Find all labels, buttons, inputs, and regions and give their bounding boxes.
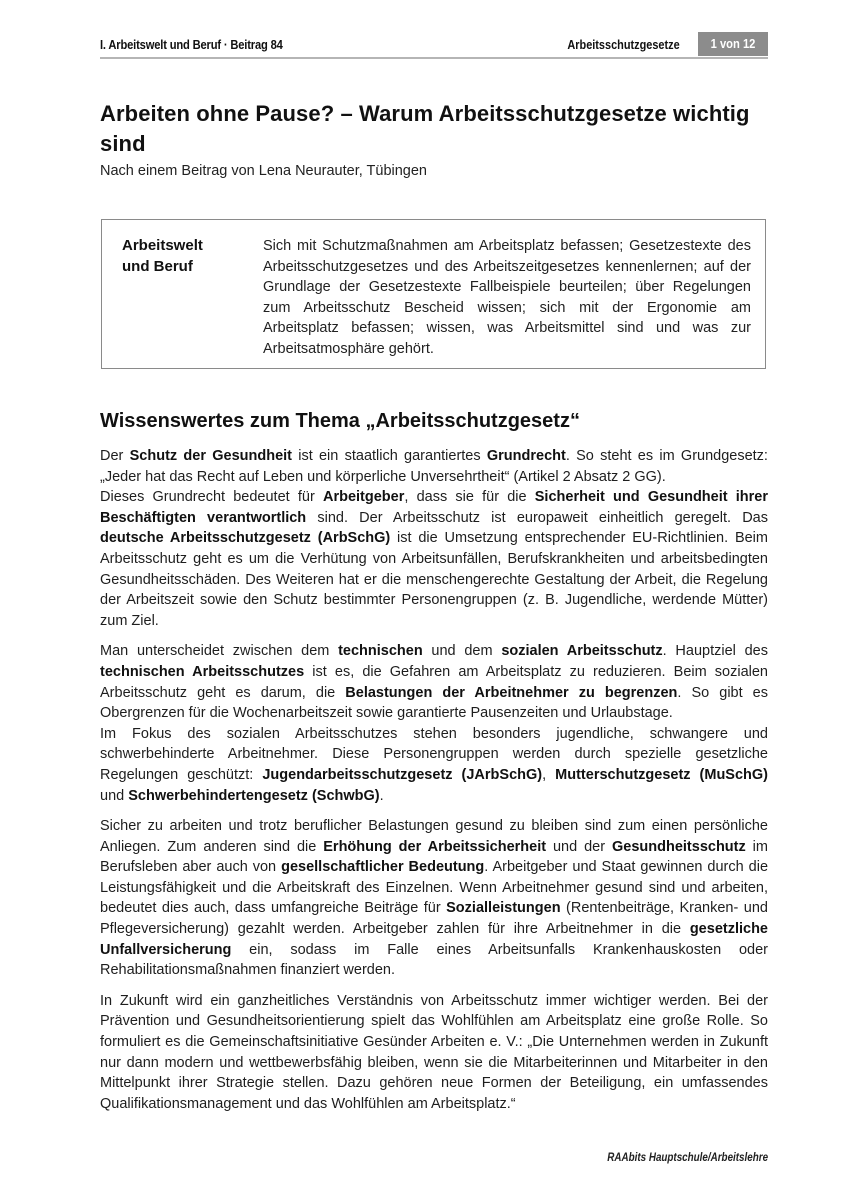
emphasized-term: sozialen Arbeitsschutz (501, 643, 663, 660)
objectives-label-line-1: Arbeitswelt (122, 237, 203, 254)
body-paragraph (100, 816, 768, 981)
body-paragraph (100, 991, 768, 1115)
body-text: sind. Der Arbeitsschutz ist europaweit einheitlich geregelt. Das (306, 509, 768, 526)
body-paragraph (100, 446, 768, 631)
body-text: . So gibt es Obergrenzen für die Wochenarbeitszeit sowie garantierte Pausenzeiten und Urlaubstage. (100, 684, 768, 722)
body-text: Man unterscheidet zwischen dem (100, 643, 339, 660)
article-body (100, 446, 768, 1124)
body-text: und dem (422, 643, 502, 660)
emphasized-term: deutsche Arbeitsschutzgesetz (ArbSchG) (100, 530, 391, 547)
section-heading: Wissenswertes zum Thema „Arbeitsschutzgesetz“ (100, 410, 580, 432)
learning-objectives-box (101, 219, 766, 369)
body-text: und der (546, 838, 612, 855)
emphasized-term: Sicherheit und Gesundheit ihrer Beschäftigten verantwortlich (100, 489, 768, 526)
emphasized-term: Erhöhung der Arbeitssicherheit (323, 838, 547, 855)
emphasized-term: Schwerbehindertengesetz (SchwbG) (128, 787, 380, 804)
objectives-label-line-2: und Beruf (122, 257, 193, 275)
body-text: . So steht es im Grundgesetz: „Jeder hat das Recht auf Leben und körperliche Unversehrtheit“ (Artikel 2 Absatz 2 GG). (100, 448, 768, 485)
document-title: Arbeiten ohne Pause? – Warum Arbeitsschutzgesetze wichtig sind (100, 101, 750, 156)
emphasized-term: Arbeitgeber (322, 489, 405, 506)
page-number-badge (698, 32, 768, 56)
emphasized-term: Belastungen der Arbeitnehmer zu begrenzen (345, 684, 678, 701)
emphasized-term: technischen Arbeitsschutzes (100, 663, 305, 680)
running-header (100, 33, 768, 59)
header-section-label: I. Arbeitswelt und Beruf · Beitrag 84 (100, 37, 283, 52)
body-text: ein, sodass im Falle eines Arbeitsunfalls Krankenhauskosten oder Rehabilitationsmaßnahmen finanziert werden. (100, 941, 768, 979)
emphasized-term: Grundrecht (486, 448, 566, 464)
emphasized-term: Mutterschutzgesetz (MuSchG) (555, 766, 769, 783)
body-text: und (100, 787, 129, 804)
emphasized-term: Gesundheitsschutz (612, 838, 746, 855)
body-text: In Zukunft wird ein ganzheitliches Verständnis von Arbeitsschutz immer wichtiger werden. Bei der Prävention und Gesundheitsorientierung spielt das Wohlfühlen am Arbeitsplatz eine große Rolle. So formuliert es die Gemeinschaftsinitiative Gesünder Arbeiten e. V.: „Die Unternehmen werden in Zukunft nur dann modern und wettbewerbsfähig bleiben, wenn sie die Mitarbeiterinnen und Mitarbeiter in den Mittelpunkt ihrer Strategie stellen. Dazu gehören neue Formen der Beteiligung, ein umfassendes Qualifikationsmanagement und das Wohlfühlen am Arbeitsplatz.“ (100, 992, 768, 1112)
body-text: Dieses Grundrecht bedeutet für (100, 489, 323, 506)
body-paragraph (100, 641, 768, 806)
body-text: ist die Umsetzung entsprechender EU-Richtlinien. Beim Arbeitsschutz geht es um die Verhütung von Arbeitsunfällen, Berufskrankheiten und arbeitsbedingten Gesundheitsschäden. Des Weiteren hat er die menschengerechte Gestaltung der Arbeit, die Regelung der Arbeitszeit sowie den Schutz bestimmter Personengruppen (z. B. Jugendliche, werdende Mütter) zum Ziel. (100, 530, 768, 629)
body-text: . Hauptziel des (662, 643, 768, 660)
emphasized-term: technischen (338, 643, 423, 660)
emphasized-term: Schutz der Gesundheit (129, 448, 292, 464)
emphasized-term: Jugendarbeitsschutzgesetz (JArbSchG) (262, 766, 543, 783)
publisher-footer: RAAbits Hauptschule/Arbeitslehre (607, 1150, 768, 1164)
body-text: . Arbeitgeber und Staat gewinnen durch die Leistungsfähigkeit und die Arbeitskraft des Einzelnen. Wenn Arbeitnehmer gesund sind und arbeiten, bedeutet dies auch, dass umfangreiche Beiträge für (100, 859, 769, 917)
author-byline: Nach einem Beitrag von Lena Neurauter, Tübingen (100, 163, 428, 179)
emphasized-term: gesetzliche Unfallversicherung (100, 921, 768, 958)
emphasized-term: Sozialleistungen (446, 900, 561, 917)
body-text: Im Fokus des sozialen Arbeitsschutzes stehen besonders jugendliche, schwangere und schwerbehinderte Arbeitnehmer. Diese Personengruppen werden durch spezielle gesetzliche Regelungen geschützt: (100, 725, 768, 783)
body-text: , dass sie für die (404, 489, 535, 506)
body-text: . (379, 787, 384, 804)
header-topic-label: Arbeitsschutzgesetze (567, 37, 680, 52)
page-number-text: 1 von 12 (710, 36, 756, 51)
body-text: (Rentenbeiträge, Kranken- und Pflegeversicherung) gezahlt werden. Arbeitgeber zahlen für ihre Arbeitnehmer in die (100, 900, 768, 938)
body-text: , (542, 766, 556, 783)
body-text: ist ein staatlich garantiertes (291, 448, 487, 464)
body-text: ist es, die Gefahren am Arbeitsplatz zu reduzieren. Beim sozialen Arbeitsschutz geht es darum, die (100, 663, 768, 701)
body-text: Sicher zu arbeiten und trotz beruflicher Belastungen gesund zu bleiben sind zum einen persönliche Anliegen. Zum anderen sind die (100, 818, 768, 855)
body-text: Der (100, 448, 130, 464)
objectives-label (122, 236, 242, 277)
emphasized-term: gesellschaftlicher Bedeutung (281, 859, 485, 876)
objectives-text: Sich mit Schutzmaßnahmen am Arbeitsplatz befassen; Gesetzestexte des Arbeitsschutzgesetzes und des Arbeitszeitgesetzes kennenlernen; auf der Grundlage der Gesetzestexte Fallbeispiele beurteilen; über Regelungen zum Arbeitsschutz Bescheid wissen; sich mit der Ergonomie am Arbeitsplatz befassen; wissen, was Arbeitsmittel sind und was zur Arbeitsatmosphäre gehört. (263, 238, 751, 357)
body-text: im Berufsleben aber auch von (100, 838, 768, 876)
